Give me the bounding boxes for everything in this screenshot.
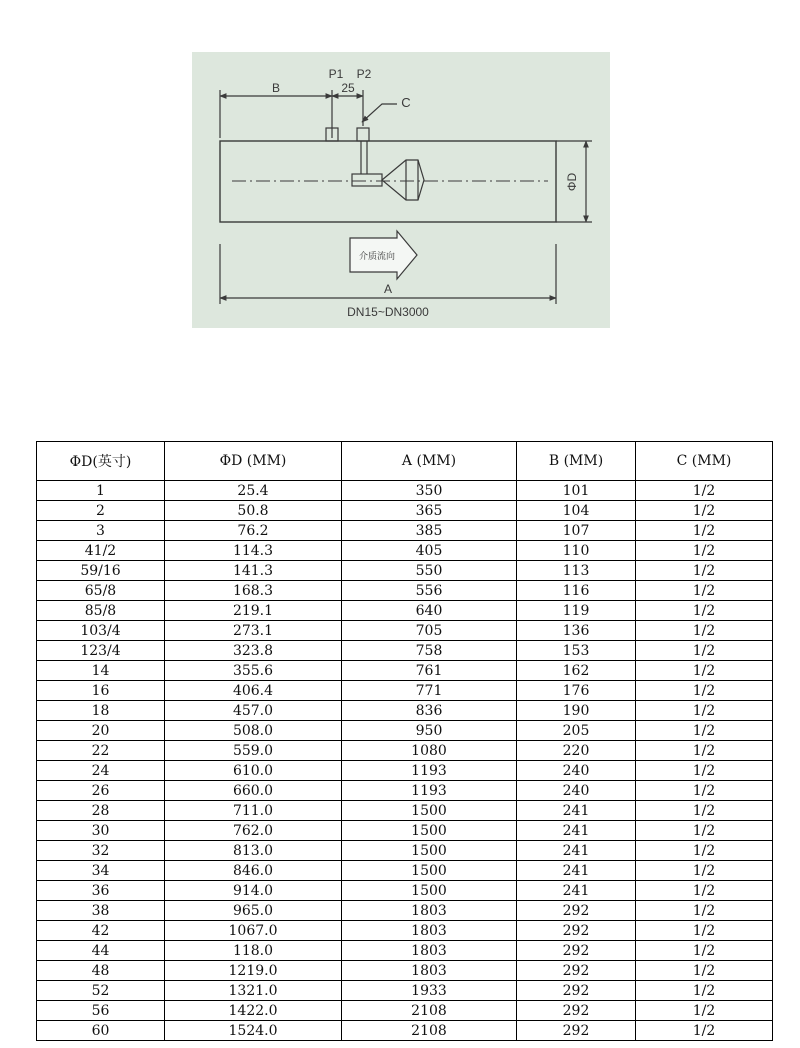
table-row bbox=[37, 661, 773, 681]
cell-c-mm: 1/2 bbox=[636, 1001, 773, 1021]
cell-diameter-mm: 1219.0 bbox=[165, 961, 342, 981]
cell-diameter-inch: 52 bbox=[37, 981, 165, 1001]
size-range-label: DN15~DN3000 bbox=[347, 305, 429, 319]
cell-diameter-mm: 660.0 bbox=[165, 781, 342, 801]
cell-diameter-mm: 141.3 bbox=[165, 561, 342, 581]
cone-stem bbox=[352, 174, 382, 186]
cell-a-mm: 350 bbox=[342, 481, 517, 501]
cell-c-mm: 1/2 bbox=[636, 621, 773, 641]
cell-diameter-inch: 16 bbox=[37, 681, 165, 701]
cell-diameter-inch: 38 bbox=[37, 901, 165, 921]
cell-diameter-mm: 1524.0 bbox=[165, 1021, 342, 1041]
label-p2: P2 bbox=[356, 67, 372, 81]
cell-diameter-mm: 508.0 bbox=[165, 721, 342, 741]
header-diameter-mm: ΦD (MM) bbox=[165, 442, 342, 481]
cell-c-mm: 1/2 bbox=[636, 541, 773, 561]
cell-b-mm: 241 bbox=[517, 821, 636, 841]
cell-b-mm: 101 bbox=[517, 481, 636, 501]
cell-a-mm: 1500 bbox=[342, 861, 517, 881]
cell-b-mm: 241 bbox=[517, 881, 636, 901]
cell-b-mm: 241 bbox=[517, 801, 636, 821]
cell-c-mm: 1/2 bbox=[636, 781, 773, 801]
cell-a-mm: 1080 bbox=[342, 741, 517, 761]
cell-a-mm: 950 bbox=[342, 721, 517, 741]
cell-diameter-mm: 559.0 bbox=[165, 741, 342, 761]
table-row bbox=[37, 621, 773, 641]
cell-b-mm: 292 bbox=[517, 981, 636, 1001]
cell-diameter-inch: 28 bbox=[37, 801, 165, 821]
cell-b-mm: 220 bbox=[517, 741, 636, 761]
cell-a-mm: 771 bbox=[342, 681, 517, 701]
table-row bbox=[37, 941, 773, 961]
cell-b-mm: 116 bbox=[517, 581, 636, 601]
cell-c-mm: 1/2 bbox=[636, 661, 773, 681]
cell-diameter-inch: 32 bbox=[37, 841, 165, 861]
cell-c-mm: 1/2 bbox=[636, 1021, 773, 1041]
table-row bbox=[37, 681, 773, 701]
table-row bbox=[37, 881, 773, 901]
cell-diameter-inch: 123/4 bbox=[37, 641, 165, 661]
cell-diameter-inch: 103/4 bbox=[37, 621, 165, 641]
table-row bbox=[37, 1021, 773, 1041]
cell-diameter-inch: 48 bbox=[37, 961, 165, 981]
cell-diameter-inch: 85/8 bbox=[37, 601, 165, 621]
table-row bbox=[37, 561, 773, 581]
cell-b-mm: 292 bbox=[517, 901, 636, 921]
cell-a-mm: 1193 bbox=[342, 761, 517, 781]
header-b-mm: B (MM) bbox=[517, 442, 636, 481]
cell-a-mm: 1803 bbox=[342, 961, 517, 981]
cell-diameter-inch: 65/8 bbox=[37, 581, 165, 601]
cell-b-mm: 292 bbox=[517, 1021, 636, 1041]
cell-c-mm: 1/2 bbox=[636, 481, 773, 501]
cell-a-mm: 1933 bbox=[342, 981, 517, 1001]
cell-diameter-inch: 30 bbox=[37, 821, 165, 841]
cell-b-mm: 292 bbox=[517, 941, 636, 961]
cell-a-mm: 2108 bbox=[342, 1021, 517, 1041]
cell-diameter-mm: 711.0 bbox=[165, 801, 342, 821]
label-25: 25 bbox=[341, 81, 355, 95]
cell-c-mm: 1/2 bbox=[636, 841, 773, 861]
table-row bbox=[37, 481, 773, 501]
table-row bbox=[37, 761, 773, 781]
cell-diameter-mm: 219.1 bbox=[165, 601, 342, 621]
cell-diameter-mm: 25.4 bbox=[165, 481, 342, 501]
cell-b-mm: 104 bbox=[517, 501, 636, 521]
cell-diameter-inch: 36 bbox=[37, 881, 165, 901]
cell-diameter-inch: 41/2 bbox=[37, 541, 165, 561]
cell-diameter-mm: 406.4 bbox=[165, 681, 342, 701]
cell-diameter-mm: 168.3 bbox=[165, 581, 342, 601]
cell-diameter-mm: 846.0 bbox=[165, 861, 342, 881]
cell-c-mm: 1/2 bbox=[636, 761, 773, 781]
cell-b-mm: 292 bbox=[517, 1001, 636, 1021]
table-row bbox=[37, 701, 773, 721]
table-row bbox=[37, 901, 773, 921]
table-row bbox=[37, 501, 773, 521]
cell-b-mm: 176 bbox=[517, 681, 636, 701]
cell-b-mm: 190 bbox=[517, 701, 636, 721]
header-diameter-inch: ΦD(英寸) bbox=[37, 442, 165, 481]
cell-diameter-inch: 24 bbox=[37, 761, 165, 781]
cell-a-mm: 1803 bbox=[342, 941, 517, 961]
cell-b-mm: 113 bbox=[517, 561, 636, 581]
cell-diameter-mm: 76.2 bbox=[165, 521, 342, 541]
table-row bbox=[37, 801, 773, 821]
cell-c-mm: 1/2 bbox=[636, 801, 773, 821]
cell-diameter-inch: 59/16 bbox=[37, 561, 165, 581]
flow-direction-label: 介质流向 bbox=[358, 251, 396, 261]
cell-b-mm: 107 bbox=[517, 521, 636, 541]
cell-a-mm: 1803 bbox=[342, 901, 517, 921]
table-row bbox=[37, 721, 773, 741]
cell-a-mm: 1500 bbox=[342, 881, 517, 901]
table-row bbox=[37, 1001, 773, 1021]
cell-b-mm: 162 bbox=[517, 661, 636, 681]
cell-c-mm: 1/2 bbox=[636, 721, 773, 741]
header-c-mm: C (MM) bbox=[636, 442, 773, 481]
cell-b-mm: 240 bbox=[517, 761, 636, 781]
cell-c-mm: 1/2 bbox=[636, 561, 773, 581]
label-phi-d: ΦD bbox=[565, 172, 579, 192]
cell-diameter-mm: 323.8 bbox=[165, 641, 342, 661]
label-a: A bbox=[383, 282, 393, 296]
cell-diameter-mm: 1321.0 bbox=[165, 981, 342, 1001]
cell-c-mm: 1/2 bbox=[636, 601, 773, 621]
cell-a-mm: 385 bbox=[342, 521, 517, 541]
cell-b-mm: 110 bbox=[517, 541, 636, 561]
cell-b-mm: 153 bbox=[517, 641, 636, 661]
cell-diameter-inch: 56 bbox=[37, 1001, 165, 1021]
cell-c-mm: 1/2 bbox=[636, 521, 773, 541]
cell-b-mm: 119 bbox=[517, 601, 636, 621]
cell-diameter-inch: 20 bbox=[37, 721, 165, 741]
table-row bbox=[37, 981, 773, 1001]
flowmeter-drawing bbox=[192, 52, 610, 328]
cell-b-mm: 240 bbox=[517, 781, 636, 801]
cell-c-mm: 1/2 bbox=[636, 961, 773, 981]
cell-diameter-inch: 34 bbox=[37, 861, 165, 881]
label-b: B bbox=[271, 81, 281, 95]
cell-diameter-mm: 118.0 bbox=[165, 941, 342, 961]
cell-c-mm: 1/2 bbox=[636, 641, 773, 661]
cell-diameter-mm: 1067.0 bbox=[165, 921, 342, 941]
cell-a-mm: 1193 bbox=[342, 781, 517, 801]
cell-c-mm: 1/2 bbox=[636, 901, 773, 921]
table-row bbox=[37, 641, 773, 661]
cell-a-mm: 550 bbox=[342, 561, 517, 581]
cell-b-mm: 205 bbox=[517, 721, 636, 741]
cell-diameter-inch: 60 bbox=[37, 1021, 165, 1041]
cell-c-mm: 1/2 bbox=[636, 941, 773, 961]
cell-a-mm: 836 bbox=[342, 701, 517, 721]
label-c: C bbox=[401, 95, 411, 110]
cell-c-mm: 1/2 bbox=[636, 921, 773, 941]
cell-b-mm: 136 bbox=[517, 621, 636, 641]
cell-a-mm: 761 bbox=[342, 661, 517, 681]
cell-a-mm: 1500 bbox=[342, 801, 517, 821]
cell-diameter-mm: 1422.0 bbox=[165, 1001, 342, 1021]
tap-p2 bbox=[357, 128, 369, 141]
label-p1: P1 bbox=[328, 67, 344, 81]
cell-diameter-inch: 2 bbox=[37, 501, 165, 521]
cell-a-mm: 1500 bbox=[342, 821, 517, 841]
table-row bbox=[37, 821, 773, 841]
cell-diameter-mm: 762.0 bbox=[165, 821, 342, 841]
cell-diameter-inch: 26 bbox=[37, 781, 165, 801]
cell-c-mm: 1/2 bbox=[636, 861, 773, 881]
c-leader bbox=[362, 104, 397, 122]
cell-diameter-mm: 114.3 bbox=[165, 541, 342, 561]
table-row bbox=[37, 781, 773, 801]
cell-diameter-inch: 42 bbox=[37, 921, 165, 941]
table-row bbox=[37, 741, 773, 761]
table-row bbox=[37, 541, 773, 561]
cell-diameter-inch: 3 bbox=[37, 521, 165, 541]
flowmeter-diagram bbox=[192, 52, 610, 328]
cell-diameter-inch: 44 bbox=[37, 941, 165, 961]
cell-diameter-mm: 965.0 bbox=[165, 901, 342, 921]
cell-diameter-inch: 22 bbox=[37, 741, 165, 761]
cell-a-mm: 640 bbox=[342, 601, 517, 621]
table-row bbox=[37, 961, 773, 981]
cell-c-mm: 1/2 bbox=[636, 581, 773, 601]
table-row bbox=[37, 861, 773, 881]
cell-a-mm: 705 bbox=[342, 621, 517, 641]
table-row bbox=[37, 841, 773, 861]
table-row bbox=[37, 581, 773, 601]
cell-a-mm: 1500 bbox=[342, 841, 517, 861]
cell-a-mm: 405 bbox=[342, 541, 517, 561]
table-body bbox=[37, 481, 773, 1041]
table-header-row bbox=[37, 442, 773, 481]
cell-c-mm: 1/2 bbox=[636, 981, 773, 1001]
cell-c-mm: 1/2 bbox=[636, 501, 773, 521]
cell-diameter-mm: 610.0 bbox=[165, 761, 342, 781]
cell-b-mm: 292 bbox=[517, 961, 636, 981]
cell-diameter-mm: 50.8 bbox=[165, 501, 342, 521]
cell-diameter-mm: 813.0 bbox=[165, 841, 342, 861]
header-a-mm: A (MM) bbox=[342, 442, 517, 481]
table-row bbox=[37, 521, 773, 541]
cell-a-mm: 365 bbox=[342, 501, 517, 521]
cell-diameter-inch: 18 bbox=[37, 701, 165, 721]
table-row bbox=[37, 601, 773, 621]
cell-diameter-mm: 457.0 bbox=[165, 701, 342, 721]
cell-c-mm: 1/2 bbox=[636, 881, 773, 901]
dimension-table bbox=[36, 441, 773, 1041]
cell-a-mm: 2108 bbox=[342, 1001, 517, 1021]
cell-b-mm: 241 bbox=[517, 861, 636, 881]
cell-a-mm: 1803 bbox=[342, 921, 517, 941]
cell-diameter-mm: 355.6 bbox=[165, 661, 342, 681]
cell-diameter-mm: 273.1 bbox=[165, 621, 342, 641]
cell-a-mm: 556 bbox=[342, 581, 517, 601]
cell-c-mm: 1/2 bbox=[636, 681, 773, 701]
cell-b-mm: 292 bbox=[517, 921, 636, 941]
cell-b-mm: 241 bbox=[517, 841, 636, 861]
cell-diameter-mm: 914.0 bbox=[165, 881, 342, 901]
cell-diameter-inch: 14 bbox=[37, 661, 165, 681]
cell-diameter-inch: 1 bbox=[37, 481, 165, 501]
cell-c-mm: 1/2 bbox=[636, 821, 773, 841]
cell-a-mm: 758 bbox=[342, 641, 517, 661]
cell-c-mm: 1/2 bbox=[636, 741, 773, 761]
cell-c-mm: 1/2 bbox=[636, 701, 773, 721]
table-row bbox=[37, 921, 773, 941]
